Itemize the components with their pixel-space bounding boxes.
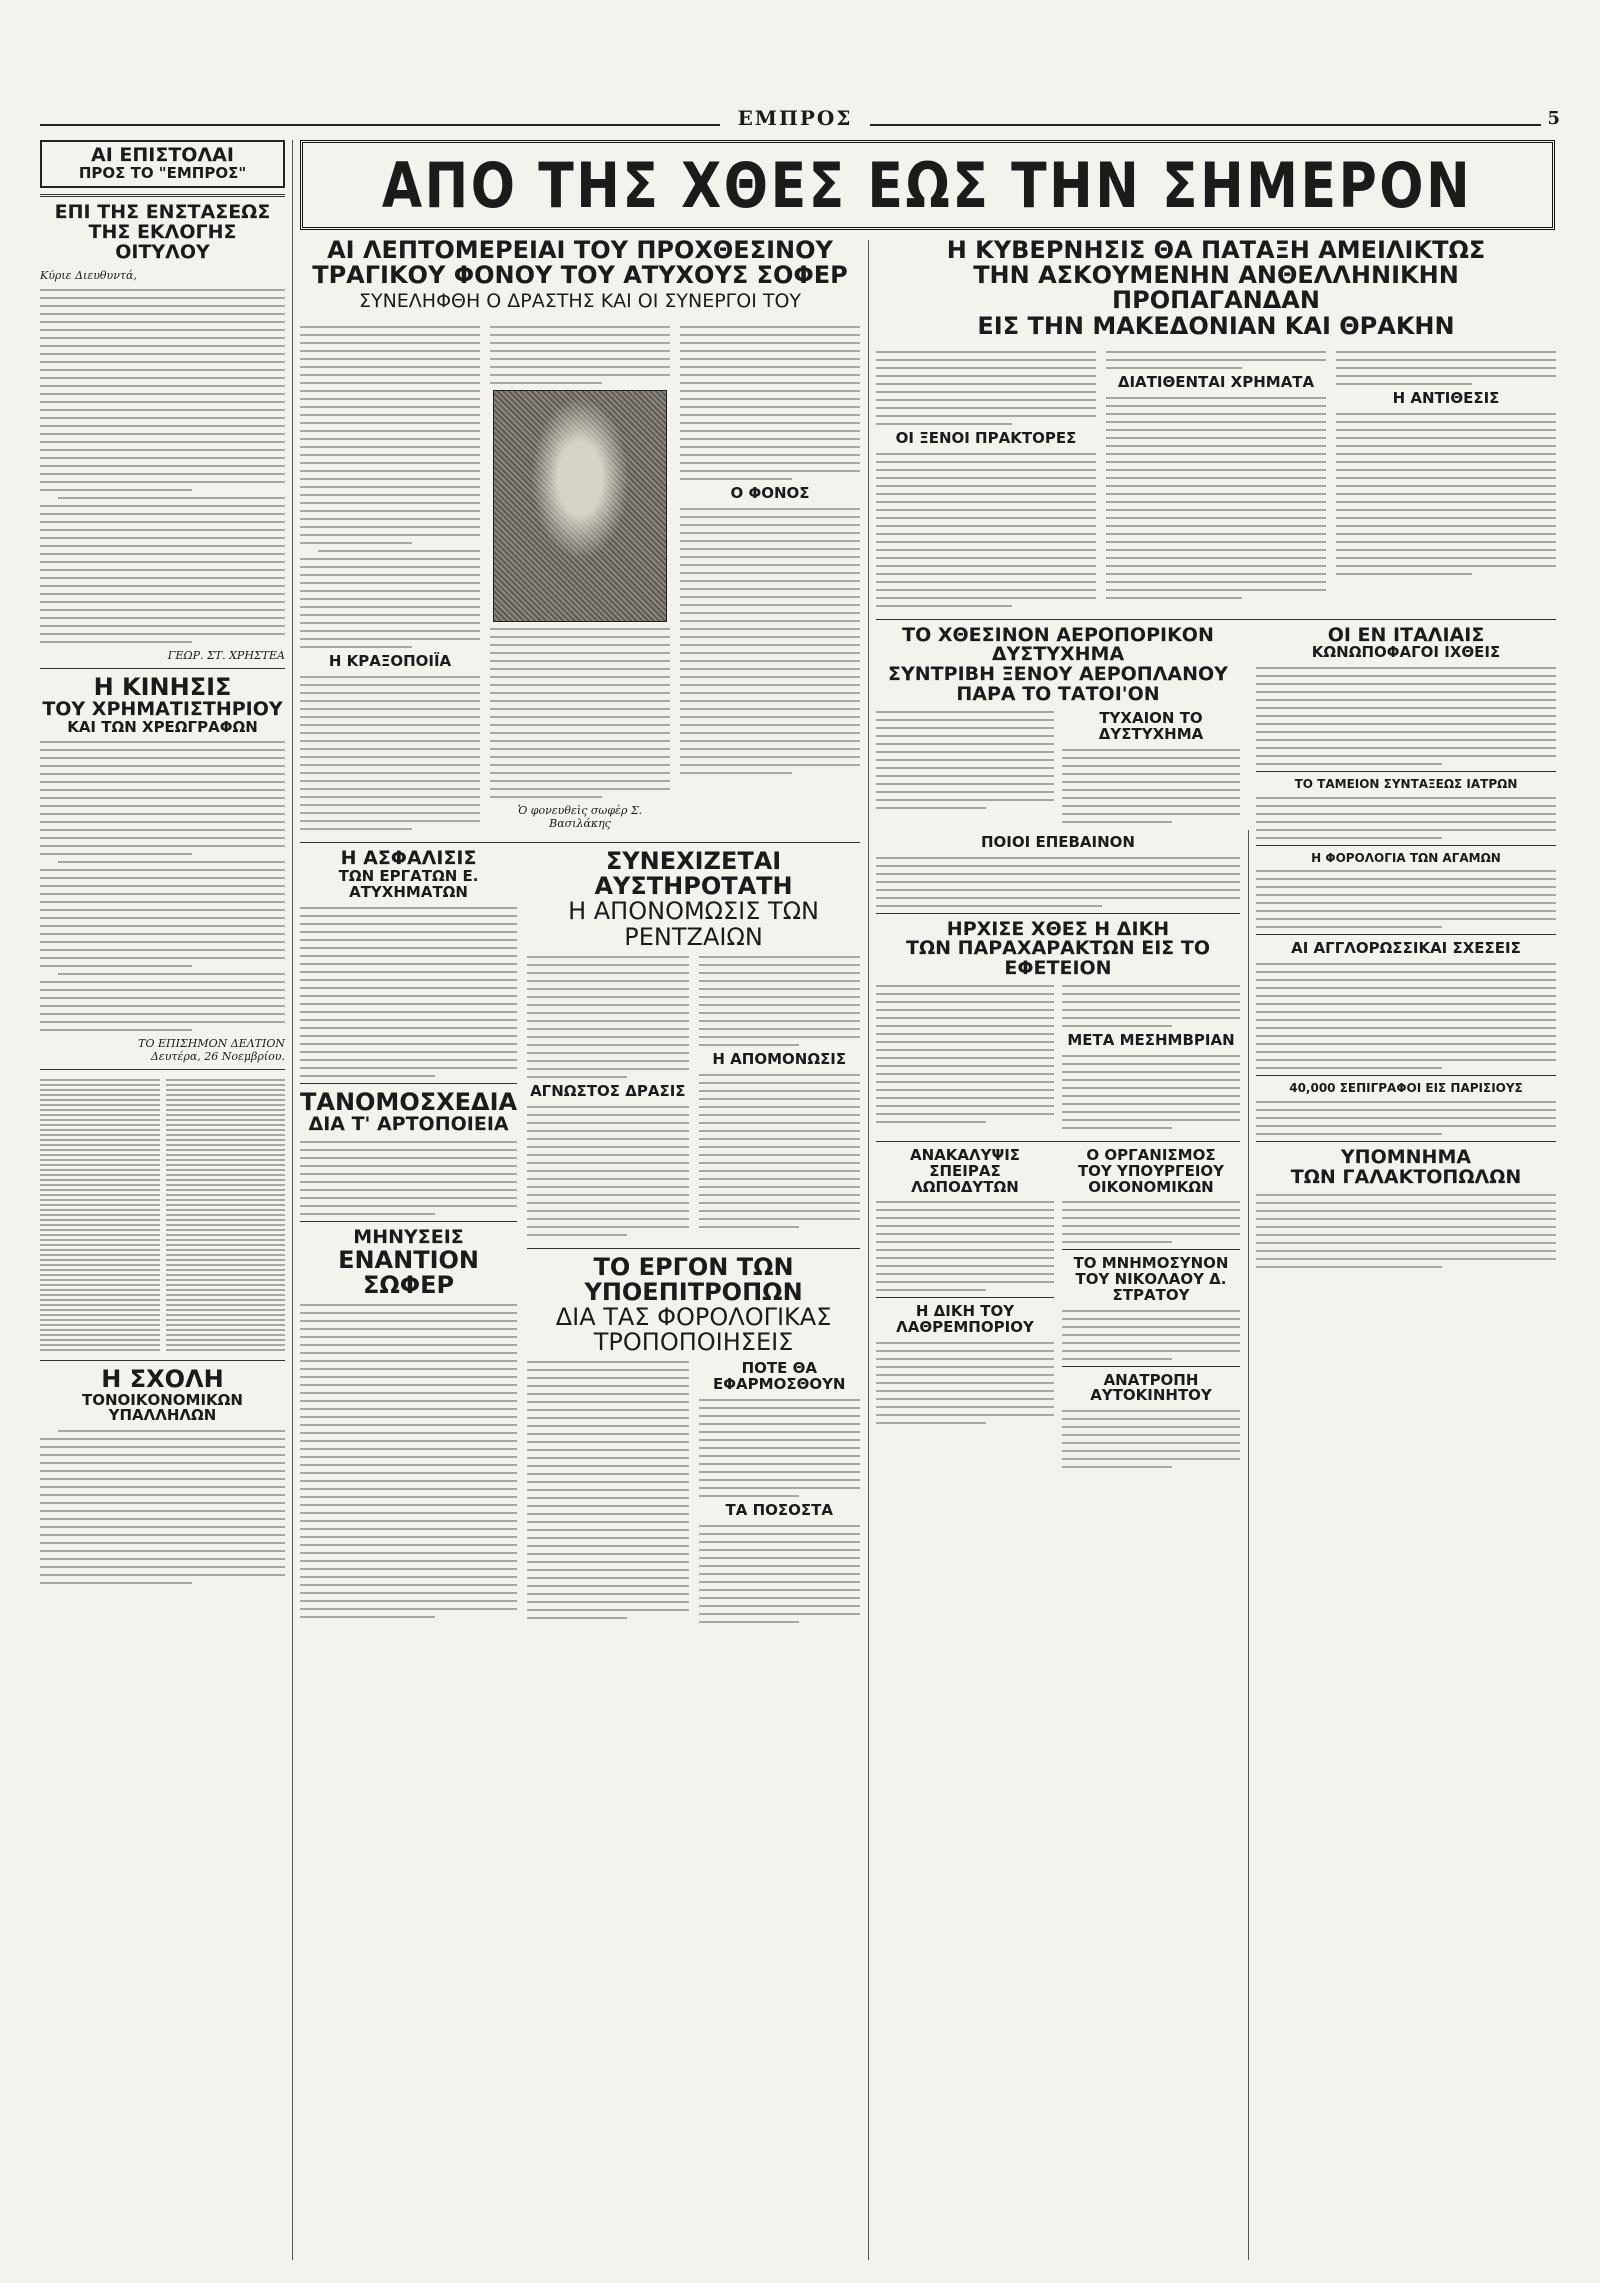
masthead xyxy=(40,106,1560,130)
column-right xyxy=(876,238,1556,2258)
column-rule xyxy=(868,240,869,2260)
article-heading: ΑΙ ΑΓΓΛΟΡΩΣΣΙΚΑΙ ΣΧΕΣΕΙΣ xyxy=(1291,939,1521,958)
article-heading: ΤΟΥ ΝΙΚΟΛΑΟΥ Δ. ΣΤΡΑΤΟΥ xyxy=(1075,1270,1227,1304)
article-subheading: ΤΑ ΠΟΣΟΣΤΑ xyxy=(725,1500,833,1519)
article-subheading: ΣΥΝΕΛΗΦΘΗ Ο ΔΡΑΣΤΗΣ ΚΑΙ ΟΙ ΣΥΝΕΡΓΟΙ ΤΟΥ xyxy=(358,290,802,313)
article-subheading: ΚΑΙ ΤΩΝ ΧΡΕΩΓΡΑΦΩΝ xyxy=(67,717,258,736)
article-heading: ΤΟ ΧΘΕΣΙΝΟΝ ΑΕΡΟΠΟΡΙΚΟΝ ΔΥΣΤΥΧΗΜΑ xyxy=(902,623,1214,666)
masthead-title: ΕΜΠΡΟΣ xyxy=(720,106,870,130)
photo-caption: Ὁ φονευθεὶς σωφὲρ Σ. Βασιλάκης xyxy=(517,804,643,831)
divider xyxy=(40,668,285,669)
article-heading: ΕΙΣ ΤΗΝ ΜΑΚΕΔΟΝΙΑΝ ΚΑΙ ΘΡΑΚΗΝ xyxy=(977,311,1455,340)
article-heading: ΤΗΣ ΕΚΛΟΓΗΣ ΟΙΤΥΛΟΥ xyxy=(88,220,237,263)
article-heading: ΤΗΝ ΑΣΚΟΥΜΕΝΗΝ ΑΝΘΕΛΛΗΝΙΚΗΝ ΠΡΟΠΑΓΑΝΔΑΝ xyxy=(973,261,1459,315)
divider xyxy=(876,1297,1054,1298)
column-main xyxy=(300,238,860,2258)
letters-subtitle: ΠΡΟΣ ΤΟ "ΕΜΠΡΟΣ" xyxy=(78,163,247,182)
divider xyxy=(300,1221,517,1222)
right-lower xyxy=(876,623,1556,1475)
divider xyxy=(876,619,1556,620)
article-heading: ΤΟΥ ΥΠΟΥΡΓΕΙΟΥ ΟΙΚΟΝΟΜΙΚΩΝ xyxy=(1077,1161,1225,1196)
bulletin-signature: ΤΟ ΕΠΙΣΗΜΟΝ ΔΕΛΤΙΟΝ xyxy=(138,1037,285,1051)
article-subheading: ΑΓΝΩΣΤΟΣ ΔΡΑΣΙΣ xyxy=(530,1081,686,1100)
article-subheading: ΠΟΙΟΙ ΕΠΕΒΑΙΝΟΝ xyxy=(981,832,1135,851)
column-rule xyxy=(292,140,293,2260)
article-heading: ΤΩΝ ΓΑΛΑΚΤΟΠΩΛΩΝ xyxy=(1290,1165,1522,1188)
article-heading: ΕΠΙ ΤΗΣ ΕΝΣΤΑΣΕΩΣ xyxy=(54,200,271,223)
bulletin-date: Δευτέρα, 26 Νοεμβρίου. xyxy=(150,1050,285,1064)
victim-photo xyxy=(493,390,668,622)
article-subheading: ΤΥΧΑΙΟΝ ΤΟ ΔΥΣΤΥΧΗΜΑ xyxy=(1098,709,1204,743)
divider xyxy=(1256,1075,1556,1076)
article-heading: ΑΙ ΛΕΠΤΟΜΕΡΕΙΑΙ ΤΟΥ ΠΡΟΧΘΕΣΙΝΟΥ xyxy=(327,238,833,264)
salutation: Κύριε Διευθυντά, xyxy=(40,268,137,282)
divider xyxy=(300,1083,517,1084)
banner-text: ΑΠΟ ΤΗΣ ΧΘΕΣ ΕΩΣ ΤΗΝ ΣΗΜΕΡΟΝ xyxy=(382,148,1473,222)
article-body xyxy=(40,289,285,643)
article-heading: ΚΩΝΩΠΟΦΑΓΟΙ ΙΧΘΕΙΣ xyxy=(1311,643,1501,662)
letter-signature: ΓΕΩΡ. ΣΤ. ΧΡΗΣΤΕΑ xyxy=(167,648,285,662)
article-heading: ΤΟΥ ΧΡΗΜΑΤΙΣΤΗΡΙΟΥ xyxy=(42,697,283,720)
article-body xyxy=(40,741,285,1031)
article-heading: ΑΝΑΤΡΟΠΗ ΑΥΤΟΚΙΝΗΤΟΥ xyxy=(1090,1370,1212,1405)
article-heading: ΤΟ ΜΝΗΜΟΣΥΝΟΝ xyxy=(1073,1254,1229,1273)
article-heading: Η ΑΣΦΑΛΙΣΙΣ xyxy=(340,847,477,870)
article-heading: ΜΗΝΥΣΕΙΣ xyxy=(353,1225,464,1248)
letters-box xyxy=(40,140,285,188)
divider xyxy=(1256,771,1556,772)
headline-banner xyxy=(300,140,1555,230)
propaganda-body xyxy=(876,345,1556,613)
divider xyxy=(1256,934,1556,935)
article-heading: ΤΩΝ ΠΑΡΑΧΑΡΑΚΤΩΝ ΕΙΣ ΤΟ ΕΦΕΤΕΙΟΝ xyxy=(906,937,1210,980)
article-heading: ΣΥΝΕΧΙΖΕΤΑΙ ΑΥΣΤΗΡΟΤΑΤΗ xyxy=(594,847,793,901)
article-heading: ΣΠΕΙΡΑΣ ΛΩΠΟΔΥΤΩΝ xyxy=(911,1161,1019,1196)
article-subheading: Η ΚΡΑΞΟΠΟΙΪΑ xyxy=(328,652,452,671)
lower-section xyxy=(300,849,860,1629)
divider xyxy=(876,1141,1240,1142)
stock-table xyxy=(40,1076,285,1354)
divider xyxy=(1062,1366,1240,1367)
article-heading: Η ΚΙΝΗΣΙΣ xyxy=(93,672,232,701)
article-heading: ΔΙΑ Τ' ΑΡΤΟΠΟΙΕΙΑ xyxy=(308,1112,509,1135)
article-subheading: Ο ΦΟΝΟΣ xyxy=(730,484,810,503)
article-heading: 40,000 ΣΕΠΙΓΡΑΦΟΙ ΕΙΣ ΠΑΡΙΣΙΟΥΣ xyxy=(1289,1081,1523,1096)
divider xyxy=(40,194,285,197)
divider xyxy=(300,842,860,843)
article-heading: ΤΟΝΟΙΚΟΝΟΜΙΚΩΝ ΥΠΑΛΛΗΛΩΝ xyxy=(82,1390,243,1425)
main-story-body xyxy=(300,320,860,836)
article-heading: ΣΥΝΤΡΙΒΗ ΞΕΝΟΥ ΑΕΡΟΠΛΑΝΟΥ ΠΑΡΑ ΤΟ ΤΑΤΟΙ'ΟΝ xyxy=(888,663,1228,706)
article-subheading: ΜΕΤΑ ΜΕΣΗΜΒΡΙΑΝ xyxy=(1067,1031,1235,1050)
divider xyxy=(40,1360,285,1361)
article-subheading: Η ΑΠΟΜΟΝΩΣΙΣ xyxy=(712,1049,847,1068)
page-number: 5 xyxy=(1541,108,1560,129)
article-heading: ΤΩΝ ΕΡΓΑΤΩΝ Ε. ΑΤΥΧΗΜΑΤΩΝ xyxy=(338,867,479,901)
article-subheading: Η ΑΝΤΙΘΕΣΙΣ xyxy=(1392,388,1500,407)
article-heading: ΔΙΑ ΤΑΣ ΦΟΡΟΛΟΓΙΚΑΣ ΤΡΟΠΟΠΟΙΗΣΕΙΣ xyxy=(555,1302,832,1357)
article-heading: Ο ΟΡΓΑΝΙΣΜΟΣ xyxy=(1086,1146,1216,1165)
article-heading: ΤΟ ΤΑΜΕΙΟΝ ΣΥΝΤΑΞΕΩΣ ΙΑΤΡΩΝ xyxy=(1294,777,1518,792)
article-body xyxy=(40,1430,285,1584)
article-heading: Η ΚΥΒΕΡΝΗΣΙΣ ΘΑ ΠΑΤΑΞΗ ΑΜΕΙΛΙΚΤΩΣ xyxy=(946,238,1486,264)
article-heading: ΤΑΝΟΜΟΣΧΕΔΙΑ xyxy=(300,1087,518,1116)
article-heading: Η ΣΧΟΛΗ xyxy=(101,1365,224,1394)
column-letters xyxy=(40,140,285,2260)
article-heading: ΑΝΑΚΑΛΥΨΙΣ xyxy=(909,1146,1021,1165)
divider xyxy=(1256,1141,1556,1142)
article-subheading: ΠΟΤΕ ΘΑ ΕΦΑΡΜΟΣΘΟΥΝ xyxy=(713,1359,846,1394)
article-subheading: ΟΙ ΞΕΝΟΙ ΠΡΑΚΤΟΡΕΣ xyxy=(895,428,1077,447)
article-heading: ΟΙ ΕΝ ΙΤΑΛΙΑΙΣ xyxy=(1327,623,1485,646)
article-heading: ΗΡΧΙΣΕ ΧΘΕΣ Η ΔΙΚΗ xyxy=(946,917,1170,940)
divider xyxy=(1256,845,1556,846)
article-heading: ΥΠΟΜΝΗΜΑ xyxy=(1340,1145,1472,1168)
article-heading: Η ΔΙΚΗ ΤΟΥ ΛΑΘΡΕΜΠΟΡΙΟΥ xyxy=(896,1302,1034,1337)
article-heading: ΕΝΑΝΤΙΟΝ ΣΩΦΕΡ xyxy=(338,1245,480,1299)
article-heading: ΤΡΑΓΙΚΟΥ ΦΟΝΟΥ ΤΟΥ ΑΤΥΧΟΥΣ ΣΟΦΕΡ xyxy=(312,261,848,290)
article-heading: Η ΦΟΡΟΛΟΓΙΑ ΤΩΝ ΑΓΑΜΩΝ xyxy=(1311,850,1501,865)
divider xyxy=(527,1248,860,1249)
divider xyxy=(1062,1249,1240,1250)
divider xyxy=(40,1069,285,1070)
letters-title: ΑΙ ΕΠΙΣΤΟΛΑΙ xyxy=(91,144,234,166)
article-heading: Η ΑΠΟΝΟΜΩΣΙΣ ΤΩΝ ΡΕΝΤΖΑΙΩΝ xyxy=(568,897,819,951)
article-heading: ΤΟ ΕΡΓΟΝ ΤΩΝ ΥΠΟΕΠΙΤΡΟΠΩΝ xyxy=(584,1252,803,1306)
divider xyxy=(876,913,1240,914)
article-subheading: ΔΙΑΤΙΘΕΝΤΑΙ ΧΡΗΜΑΤΑ xyxy=(1117,372,1315,391)
